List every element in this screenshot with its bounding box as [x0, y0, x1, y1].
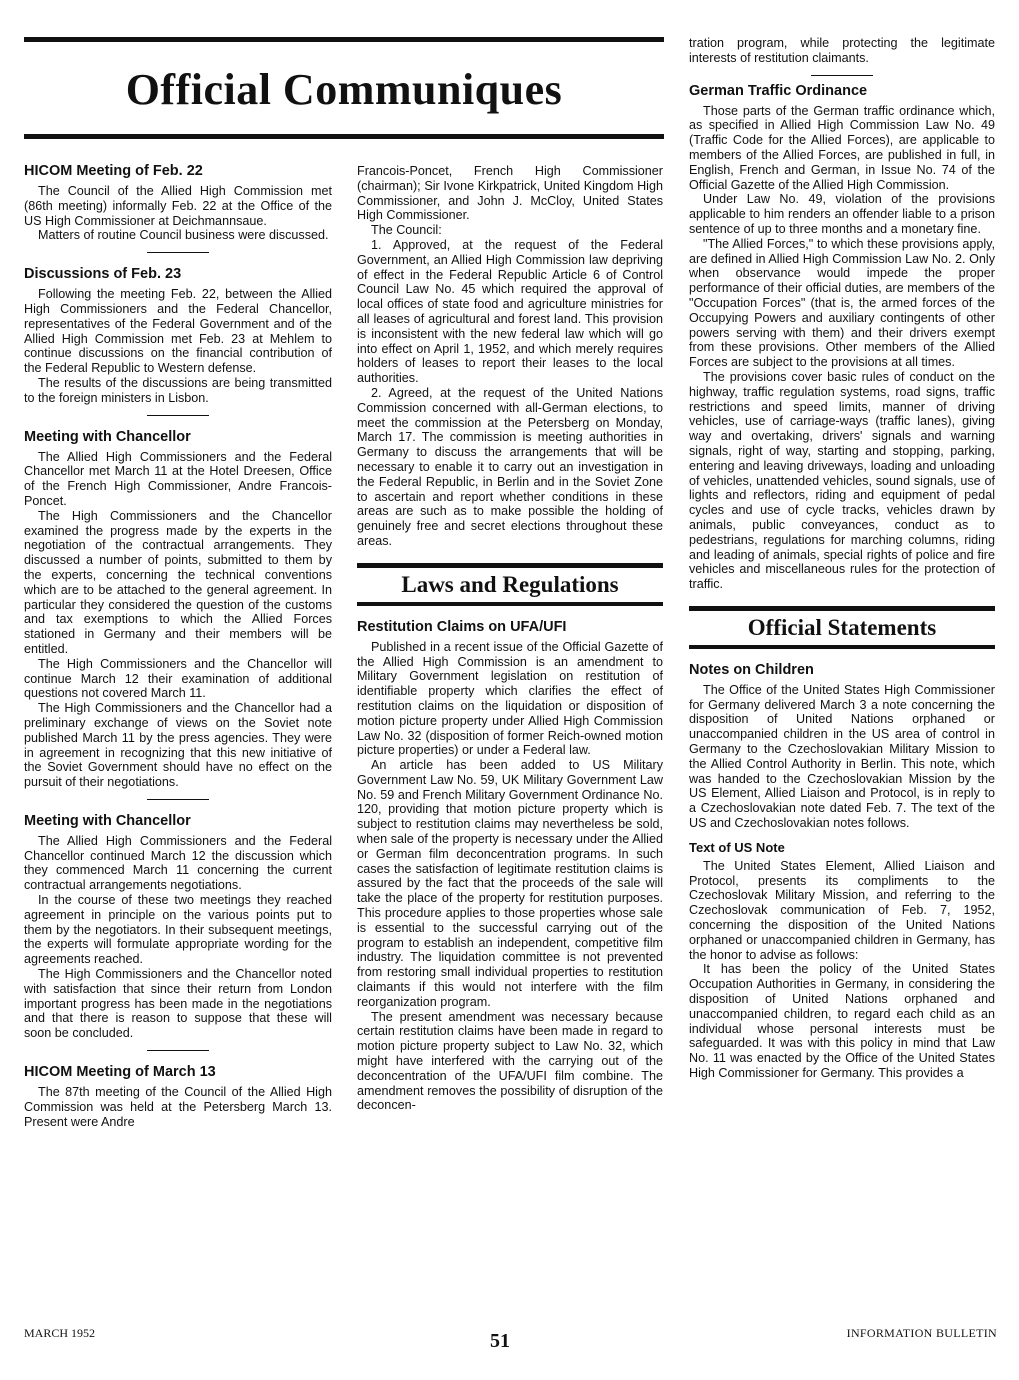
footer-publication: INFORMATION BULLETIN: [846, 1326, 997, 1340]
paragraph: The Office of the United States High Commissioner for Germany delivered March 3 a note concerning the disposition of United Nations orphaned or unaccompanied children in the US area of control in Germany to the Czechoslovakian Military Mission to the Allied Control Authority in Berlin. This note, which was handed to the Czechoslovakian Mission by the US Element, Allied Liaison and Protocol, is in reply to a Czechoslovakian note dated Feb. 7. The text of the US and Czechoslovakian notes follows.: [689, 682, 995, 831]
paragraph: The provisions cover basic rules of conduct on the highway, traffic regulation systems, road signs, traffic restrictions and speed limits, manner of driving vehicles, use of carriage-ways (traffic lanes), giving way and overtaking, drivers' signals and warning signals, right of way, starting and stopping, parking, entering and leaving driveways, loading and unloading of vehicles, unattended vehicles, sound signals, use of lights and reflectors, riding and equipment of pedal cycles and use of cycle tracks, vehicles drawn by animals, public conveyances, conduct as to pedestrians, regulations for marching columns, riding and leading of animals, special rights of police and fire vehicles and miscellaneous rules for the protection of traffic.: [689, 369, 995, 592]
paragraph: Francois-Poncet, French High Commissioner (chairman); Sir Ivone Kirkpatrick, United Kingdom High Commissioner, and John J. McCloy, United States High Commissioner.: [357, 164, 663, 223]
masthead-top-rule: [24, 37, 664, 42]
footer-date: MARCH 1952: [24, 1326, 96, 1340]
paragraph: Published in a recent issue of the Official Gazette of the Allied High Commission is an amendment to Military Government legislation on restitution of identifiable property which clarifies the effect of restitution claims on the liquidation or disposition of motion picture property under Allied High Commission Law No. 32 (disposition of former Reich-owned motion picture properties) or under a Federal law.: [357, 639, 663, 758]
paragraph: In the course of these two meetings they reached agreement in principle on the various points put to them by the negotiators. In their subsequent meetings, the experts will formulate appropriate wording for the agreements reached.: [24, 893, 332, 967]
banner-bottom-rule: [357, 602, 663, 606]
paragraph: Matters of routine Council business were discussed.: [38, 228, 329, 243]
paragraph: The Allied High Commissioners and the Federal Chancellor met March 11 at the Hotel Dreesen, Office of the French High Commissioner, Andre Francois-Poncet.: [24, 449, 332, 508]
official-statements-banner: Official Statements: [747, 614, 937, 640]
laws-and-regulations-banner: Laws and Regulations: [401, 571, 619, 597]
paragraph: The Allied High Commissioners and the Federal Chancellor continued March 12 the discussion which they commenced March 11 concerning the current contractual arrangements negotiations.: [24, 833, 332, 893]
paragraph: Under Law No. 49, violation of the provisions applicable to him renders an offender liable to a prison sentence of up to three months and a monetary fine.: [689, 192, 995, 236]
subsection-heading: Text of US Note: [689, 839, 785, 855]
column-1: [24, 152, 332, 1129]
paragraph: The present amendment was necessary because certain restitution claims have been made in regard to motion picture property subject to Law No. 32, which might have interfered with the carrying out of the deconcentration of the UFA/UFI film combine. The amendment removes the possibility of disruption of the deconcen-: [357, 1009, 663, 1113]
paragraph: The United States Element, Allied Liaison and Protocol, presents its compliments to the Czechoslovak Military Mission, and referring to the Czechoslovak communication of Feb. 7, 1952, concerning the disposition of the United Nations orphaned or unaccompanied children in Germany, has the honor to advise as follows:: [689, 858, 995, 962]
section-divider: [147, 415, 209, 416]
paragraph: It has been the policy of the United States Occupation Authorities in Germany, in considering the disposition of United Nations orphaned and unaccompanied children, to regard each child as an individual whose personal interests must be safeguarded. It was with this policy in mind that Law No. 11 was enacted by the Office of the United States High Commissioner for Germany. This provides a: [689, 962, 995, 1081]
paragraph: An article has been added to US Military Government Law No. 59, UK Military Government Law No. 59 and French Military Government Ordinance No. 120, providing that motion picture property which is subject to restitution claims may nevertheless be sold, when sale of the property is necessary under the Allied or German film deconcentration programs. In such cases the satisfaction of legitimate restitution claims is assured by the fact that the proceeds of the sale will take the place of the property for restitution purposes. This procedure applies to those properties whose sale is essential to the successful carrying out of the program to establish an independent, competitive film industry. The liquidation committee is not prevented from restoring small individual properties to restitution claimants if this would not interfere with the film reorganization program.: [357, 758, 663, 1009]
paragraph: The 87th meeting of the Council of the Allied High Commission was held at the Petersberg March 13. Present were Andre: [24, 1085, 332, 1129]
paragraph: The High Commissioners and the Chancellor had a preliminary exchange of views on the Soviet note published March 11 by the press agencies. They were in agreement in recognizing that this new initiative of the Soviet Government should have no effect on the pursuit of their negotiations.: [24, 701, 332, 790]
column-3: [689, 36, 995, 1081]
paragraph: tration program, while protecting the legitimate interests of restitution claimants.: [689, 36, 995, 65]
paragraph: The High Commissioners and the Chancellor will continue March 12 their examination of additional questions not covered March 11.: [24, 656, 332, 701]
column-2: [357, 164, 663, 1113]
section-divider: [147, 1050, 209, 1051]
masthead-title: Official Communiques: [125, 65, 563, 114]
masthead-bottom-rule: [24, 134, 664, 139]
paragraph: The Council of the Allied High Commission met (86th meeting) informally Feb. 22 at the Office of the US High Commissioner at Deichmannsaue.: [24, 184, 332, 228]
page-number: 51: [490, 1330, 510, 1352]
paragraph: 1. Approved, at the request of the Federal Government, an Allied High Commission law depriving of effect in the Federal Republic Article 6 of Control Council Law No. 45 which required the approval of local offices of state food and agriculture ministries for all leases of agricultural and forest land. This provision is inconsistent with the new federal law which will go into effect on April 1, 1952, and which merely requires holders of leases to report their leases to the local authorities.: [357, 237, 663, 386]
section-divider: [147, 799, 209, 800]
paragraph: The results of the discussions are being transmitted to the foreign ministers in Lisbon.: [24, 375, 332, 405]
paragraph: The High Commissioners and the Chancellor examined the progress made by the experts in the negotiation of the contractual arrangements. They discussed a number of points, submitted to them by the experts, concerning the technical conventions which are to be attached to the general agreement. In particular they considered the question of the customs and tax exemptions to which the Allied Forces stationed in Germany and their members will be entitled.: [24, 508, 332, 656]
section-heading: HICOM Meeting of Feb. 22: [24, 163, 203, 179]
paragraph: "The Allied Forces," to which these provisions apply, are defined in Allied High Commission Law No. 2. Only when observance would impede the proper performance of their official duties, are members of the "Occupation Forces" (that is, the armed forces of the Occupying Powers and auxiliary contingents of other powers serving with them) and their drivers exempt from these provisions. Other members of the Allied Forces are subject to the provisions at all times.: [689, 236, 995, 370]
paragraph: Following the meeting Feb. 22, between the Allied High Commissioners and the Federal Chancellor, representatives of the Federal Government and of the Allied High Commission met Feb. 23 at Mehlem to continue discussions on the financial contribution of the Federal Republic to Western defense.: [24, 287, 332, 376]
paragraph: The High Commissioners and the Chancellor noted with satisfaction that since their return from London important progress has been made in the negotiations and that there is reason to suppose that these will soon be concluded.: [24, 967, 332, 1041]
section-heading: German Traffic Ordinance: [689, 82, 868, 99]
section-divider: [147, 252, 209, 253]
section-heading: Meeting with Chancellor: [24, 428, 191, 445]
section-heading: Discussions of Feb. 23: [24, 266, 182, 283]
section-heading: Notes on Children: [689, 661, 814, 678]
paragraph: 2. Agreed, at the request of the United Nations Commission concerned with all-German elections, to meet the commission at the Petersberg on Monday, March 17. The commission is meeting authorities in Germany to discuss the arrangements that will be necessary to enable it to carry out an investigation in the Federal Republic, in Berlin and in the Soviet Zone to ascertain and report whether conditions in these areas are such as to make possible the holding of genuinely free and secret elections throughout these areas.: [357, 385, 663, 548]
section-heading: Restitution Claims on UFA/UFI: [357, 618, 567, 635]
paragraph: Those parts of the German traffic ordinance which, as specified in Allied High Commission Law No. 49 (Traffic Code for the Allied Forces), are applicable to members of the Allied Forces, are published in full, in English, French and German, in Issue No. 74 of the Official Gazette of the Allied High Commission.: [689, 103, 995, 192]
section-divider: [811, 75, 873, 76]
paragraph: The Council:: [371, 223, 442, 238]
section-heading: HICOM Meeting of March 13: [24, 1064, 216, 1081]
section-heading: Meeting with Chancellor: [24, 812, 191, 829]
banner-bottom-rule: [689, 645, 995, 649]
